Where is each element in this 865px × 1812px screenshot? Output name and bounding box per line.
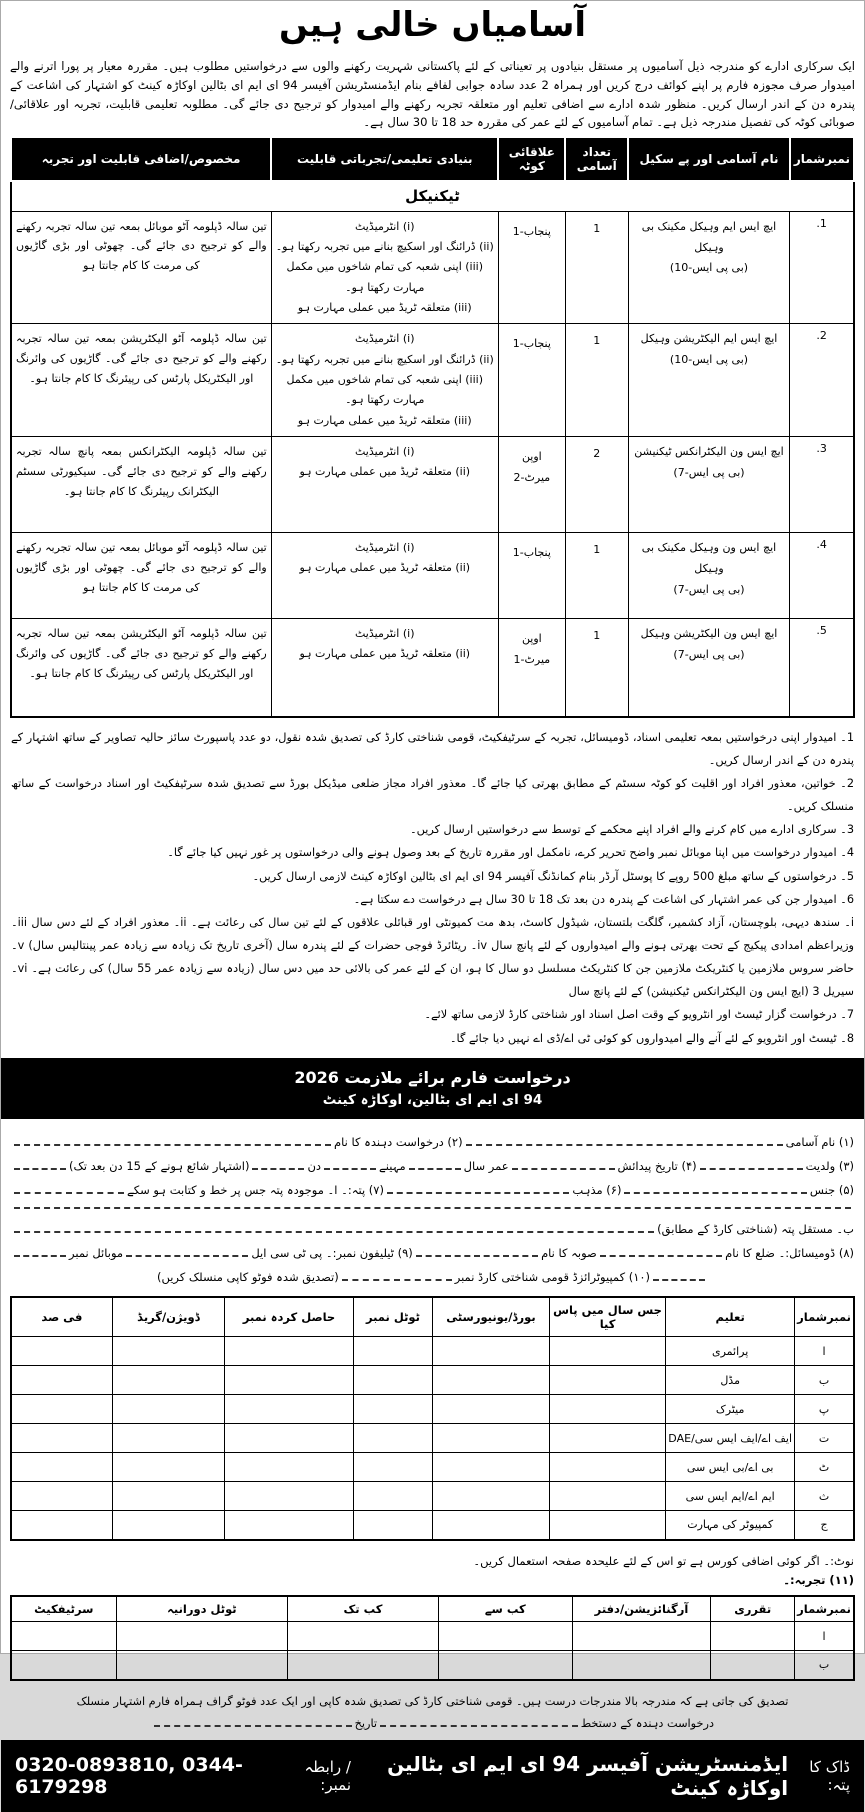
edu-level: میٹرک [666,1395,795,1424]
exp-blank-cell [711,1622,795,1651]
intro-paragraph: ایک سرکاری ادارے کو مندرجہ ذیل آسامیوں پر مستقل بنیادوں پر تعیناتی کے لئے پاکستانی شہریت رکھنے والوں سے درخواستیں مطلوب ہیں۔ مقررہ معیار پر پورا اترنے والے امیدوار صرف مجوزہ فارم پر اپنے کوائف درج کریں اور ہمراہ 2 عدد سادہ جوابی لفافے بنام ایڈمنسٹریشن آفیسر 94 ای ایم ای بٹالین اوکاڑہ کینٹ کو اشتہار کی اشاعت کے پندرہ دن کے اندر ارسال کریں۔ منظور شدہ ادارے سے اضافی تعلیم اور متعلقہ تجربہ رکھنے والے امیدوار کو ترجیح دی جائے گی۔ مطلوبہ تعلیمی قابلیت، تجربہ اور علاقائی/صوبائی کوٹہ کی تفصیل مندرجہ ذیل ہے۔ تمام آسامیوں کے لئے عمر کی مقررہ حد 18 تا 30 سال ہے۔ [10,59,855,130]
edu-header-serial: نمبرشمار [795,1297,854,1337]
edu-blank-cell [353,1482,432,1511]
exp-header-organization: آرگنائزیشن/دفتر [572,1596,711,1622]
field-age-note-blank [14,1168,66,1170]
row-quota [498,437,565,533]
edu-level: پرائمری [666,1337,795,1366]
note-age-relaxation: i۔ سندھ دیہی، بلوچستان، آزاد کشمیر، گلگت بلتستان، شیڈول کاسٹ، بدھ مت کمیونٹی اور قبائلی علاقوں کے لئے تین سال کی رعائت ہے۔ ii۔ معذور افراد کے لئے دس سال iii۔ وزیراعظم امدادی پیکیج کے تحت بھرتی ہونے والے امیدواروں کے لئے پانچ سال iv۔ ریٹائرڈ فوجی حضرات کے لئے پندرہ سال (آخری تاریخ تک زیادہ سے زیادہ عمر پینتالیس سال) v۔ حاضر سروس ملازمین یا کنٹریکٹ ملازمین جن کا کنٹریکٹ مسلسل دو سال کا ہو، ان کے لئے عمر کی بالائی حد میں دس سال (زیادہ سے زیادہ عمر 55 سال) کی رعائت ہے۔ vi۔ سیریل 3 (ایچ ایس ون الیکٹرانکس ٹیکنیشن) کے لئے پانچ سال [11,915,854,999]
education-row-ba-bsc [11,1453,854,1482]
row-quota [498,533,565,619]
row-qualification [271,619,498,717]
header-extra-qualification: مخصوص/اضافی قابلیت اور تجربہ [11,137,271,181]
edu-blank-cell [432,1395,549,1424]
vacancy-row-5 [11,619,854,717]
edu-serial: ب [795,1366,854,1395]
header-quota: علاقائی کوٹہ [498,137,565,181]
qual-line: (i) انٹرمیڈیٹ [355,332,415,346]
qual-line: (iii) اپنی شعبہ کی تمام شاخوں میں مکمل مہارت رکھتا ہو۔ [286,373,484,407]
edu-blank-cell [549,1337,665,1366]
row-extra-qualification: تین سالہ ڈپلومہ آٹو الیکٹریشن بمعہ تین سالہ تجربہ رکھنے والے کو ترجیح دی جائے گی۔ گاڑیوں کی وائرنگ اور الیکٹریکل پارٹس کی رپیئرنگ کا کام جانتا ہو۔ [11,619,271,717]
vacancy-header-row [11,137,854,181]
quota-line: پنجاب-1 [512,337,551,351]
edu-blank-cell [353,1424,432,1453]
edu-blank-cell [225,1424,354,1453]
edu-blank-cell [112,1424,224,1453]
edu-header-pass-year: جس سال میں پاس کیا [549,1297,665,1337]
row-extra-qualification: تین سالہ ڈپلومہ الیکٹرانکس بمعہ پانچ سالہ تجربہ رکھنے والے کو ترجیح دی جائے گی۔ سیکیورٹی سسٹم الیکٹرانک رپیئرنگ کا کام جانتا ہو۔ [11,437,271,533]
note-1: 1۔ امیدوار اپنی درخواستیں بمعہ تعلیمی اسناد، ڈومیسائل، تجربہ کے سرٹیفکیٹ، قومی شناختی کارڈ کی تصدیق شدہ نقول، دو عدد پاسپورٹ سائز حالیہ تصاویر کے ساتھ اشتہار کے پندرہ دن کے اندر ارسال کریں۔ [11,730,854,767]
field-post-name-label: (۱) نام آسامی [785,1135,854,1149]
row-serial: .2 [790,324,854,437]
edu-header-obtained-marks: حاصل کردہ نمبر [225,1297,354,1337]
post-name: ایچ ایس ون الیکٹریشن وہیکل [640,627,778,641]
edu-serial: ج [795,1511,854,1540]
experience-table [10,1595,855,1681]
exp-blank-cell [438,1651,572,1680]
form-row-2 [11,1159,854,1173]
edu-blank-cell [549,1424,665,1453]
edu-blank-cell [11,1395,112,1424]
exp-header-serial: نمبرشمار [795,1596,854,1622]
form-banner-title: درخواست فارم برائے ملازمت 2026 [294,1067,571,1087]
education-row-matric [11,1395,854,1424]
education-row-fa-fsc-dae [11,1424,854,1453]
field-domicile-province-label: صوبہ کا نام [541,1246,597,1260]
edu-blank-cell [432,1453,549,1482]
date-label: تاریخ [354,1717,378,1731]
field-gender-blank [624,1192,806,1194]
post-name: ایچ ایس ون وہیکل مکینک بی وہیکل [641,541,777,575]
field-dob-blank [512,1168,615,1170]
edu-blank-cell [353,1511,432,1540]
edu-header-total-marks: ٹوٹل نمبر [353,1297,432,1337]
edu-blank-cell [11,1453,112,1482]
exp-blank-cell [11,1622,116,1651]
edu-blank-cell [11,1366,112,1395]
field-post-name-blank [466,1144,783,1146]
exp-blank-cell [11,1651,116,1680]
row-count: 1 [565,533,628,619]
row-serial: .4 [790,533,854,619]
exp-blank-cell [116,1651,288,1680]
vacancy-row-2 [11,324,854,437]
edu-serial: پ [795,1395,854,1424]
edu-serial: ٹ [795,1453,854,1482]
exp-blank-cell [572,1651,711,1680]
quota-line: اوپن [521,632,542,646]
edu-blank-cell [112,1337,224,1366]
quota-line: اوپن [521,450,542,464]
exp-blank-cell [438,1622,572,1651]
section-label: ٹیکنیکل [11,181,854,211]
field-age-months-label: مہینے [379,1159,406,1173]
edu-serial: ا [795,1337,854,1366]
edu-blank-cell [353,1453,432,1482]
note-8: 8۔ ٹیسٹ اور انٹرویو کے لئے آنے والے امیدواروں کو کوئی ٹی اے/ڈی اے نہیں دیا جائے گا۔ [449,1031,854,1045]
edu-blank-cell [432,1424,549,1453]
postal-address-main: ایڈمنسٹریشن آفیسر 94 ای ایم ای بٹالین اوکاڑہ کینٹ [387,1752,789,1801]
signature-blank [380,1725,578,1727]
qual-line: (i) انٹرمیڈیٹ [355,541,415,555]
application-form [1,1119,864,1296]
qual-line: (ii) متعلقہ ٹریڈ میں عملی مہارت ہو [299,561,471,575]
form-row-5 [11,1222,854,1236]
row-count: 1 [565,211,628,324]
field-father-name-blank [700,1168,803,1170]
date-blank [154,1725,352,1727]
form-row-6 [11,1246,854,1260]
exp-blank-cell [116,1622,288,1651]
field-domicile-district-label: (۸) ڈومیسائل:۔ ضلع کا نام [725,1246,854,1260]
row-post [628,324,790,437]
field-domicile-district-blank [600,1255,722,1257]
vacancy-row-3 [11,437,854,533]
notes-section [1,718,864,1054]
signature-label: درخواست دہندہ کے دستخط [580,1717,714,1731]
edu-blank-cell [432,1366,549,1395]
qual-line: (ii) متعلقہ ٹریڈ میں عملی مہارت ہو [299,647,471,661]
exp-blank-cell [711,1651,795,1680]
note-5: 5۔ درخواستوں کے ساتھ مبلغ 500 روپے کا پوسٹل آرڈر بنام کمانڈنگ آفیسر 94 ای ایم ای بٹالین اوکاڑہ کینٹ لازمی ارسال کریں۔ [252,869,854,883]
edu-blank-cell [549,1453,665,1482]
note-6: 6۔ امیدوار جن کی عمر اشتہار کی اشاعت کے پندرہ دن بعد تک 18 تا 30 سال ہے درخواست دے سکتا ہے۔ [353,892,854,906]
edu-blank-cell [11,1482,112,1511]
qual-line: (ii) ڈرائنگ اور اسکیچ بنانے میں تجربہ رکھتا ہو۔ [275,239,494,253]
field-mobile-blank [14,1255,66,1257]
quota-line: پنجاب-1 [512,546,551,560]
row-serial: .5 [790,619,854,717]
vacancy-row-1 [11,211,854,324]
edu-blank-cell [549,1482,665,1511]
edu-blank-cell [432,1511,549,1540]
edu-level: مڈل [666,1366,795,1395]
post-scale: (بی پی ایس-10) [669,353,749,367]
form-banner-unit: 94 ای ایم ای بٹالین، اوکاڑہ کینٹ [322,1091,543,1108]
header-post-payscale: نام آسامی اور پے سکیل [628,137,790,181]
education-table [10,1296,855,1541]
contact-phone-numbers: 0320-0893810, 0344-6179298 [14,1754,243,1799]
note-2: 2۔ خواتین، معذور افراد اور اقلیت کو کوٹہ سسٹم کے مطابق بھرتی کیا جائے گا۔ معذور افراد مجاز ضلعی میڈیکل بورڈ سے تصدیق شدہ سرٹیفکیٹ اور اسناد درخواست کے ساتھ منسلک کریں۔ [11,776,854,814]
row-extra-qualification: تین سالہ ڈپلومہ آٹو موبائل بمعہ تین سالہ تجربہ رکھنے والے کو ترجیح دی جائے گی۔ چھوٹی اور بڑی گاڑیوں کی مرمت کا کام جانتا ہو [11,211,271,324]
exp-header-appointment: تقرری [711,1596,795,1622]
qual-line: (ii) ڈرائنگ اور اسکیچ بنانے میں تجربہ رکھتا ہو۔ [275,352,494,366]
row-count: 1 [565,324,628,437]
experience-header-row [11,1596,854,1622]
field-present-address-blank [14,1192,124,1194]
education-header-row [11,1297,854,1337]
edu-blank-cell [549,1395,665,1424]
form-row-7 [11,1270,854,1284]
qual-line: (i) انٹرمیڈیٹ [355,445,415,459]
field-age-days-label: دن [307,1159,322,1173]
form-row-4 [11,1207,854,1212]
edu-blank-cell [225,1395,354,1424]
row-serial: .3 [790,437,854,533]
edu-blank-cell [225,1337,354,1366]
signature-row [1,1717,864,1740]
field-applicant-name-label: (۲) درخواست دہندہ کا نام [334,1135,463,1149]
edu-header-division: ڈویژن/گریڈ [112,1297,224,1337]
edu-blank-cell [353,1395,432,1424]
page-title: آسامیاں خالی ہیں [278,5,587,45]
row-qualification [271,533,498,619]
edu-level: کمپیوٹر کی مہارت [666,1511,795,1540]
field-dob-label: (۴) تاریخ پیدائش [617,1159,697,1173]
row-post [628,533,790,619]
row-qualification [271,324,498,437]
row-post [628,211,790,324]
experience-label: (۱۱) تجربہ:۔ [783,1573,854,1588]
field-age-years-blank [409,1168,461,1170]
vacancy-row-4 [11,533,854,619]
edu-blank-cell [432,1482,549,1511]
row-count: 1 [565,619,628,717]
field-present-address-label: (۷) پتہ:۔ ا۔ موجودہ پتہ جس پر خط و کتابت ہو سکے [126,1183,384,1197]
edu-serial: ث [795,1482,854,1511]
vacancy-table [10,136,855,717]
edu-level: ایف اے/ایف ایس سی/DAE [666,1424,795,1453]
edu-blank-cell [549,1511,665,1540]
edu-blank-cell [112,1482,224,1511]
note-3: 3۔ سرکاری ادارے میں کام کرنے والے افراد اپنے محکمے کے توسط سے درخواستیں ارسال کریں۔ [409,823,854,837]
contact-number-label: / رابطہ نمبر: [304,1758,351,1795]
edu-blank-cell [112,1453,224,1482]
field-cnic-right-blank [653,1279,705,1281]
field-cnic-blank [342,1279,452,1281]
education-row-primary [11,1337,854,1366]
edu-header-percentage: فی صد [11,1297,112,1337]
field-cnic-attach-note: (تصدیق شدہ فوٹو کاپی منسلک کریں) [156,1270,339,1284]
edu-blank-cell [112,1366,224,1395]
field-gender-label: (۵) جنس [809,1183,854,1197]
experience-row-1 [11,1622,854,1651]
note-4: 4۔ امیدوار درخواست میں اپنا موبائل نمبر واضح تحریر کرے، نامکمل اور مقررہ تاریخ کے بعد وصول ہونے والی درخواستوں پر غور نہیں کیا جائے گا۔ [167,846,854,860]
quota-line: پنجاب-1 [512,224,551,238]
header-serial: نمبرشمار [790,137,854,181]
quota-line: میرٹ-1 [513,652,551,666]
qual-line: (i) انٹرمیڈیٹ [355,219,415,233]
post-name: ایچ ایس ایم وہیکل مکینک بی وہیکل [641,219,777,254]
field-father-name-label: (۳) ولدیت [805,1159,854,1173]
field-cnic-label: (۱۰) کمپیوٹرائزڈ قومی شناختی کارڈ نمبر [454,1270,651,1284]
edu-blank-cell [11,1337,112,1366]
note-7: 7۔ درخواست گزار ٹیسٹ اور انٹرویو کے وقت اصل اسناد اور شناختی کارڈ لازمی ساتھ لائے۔ [424,1008,854,1022]
row-qualification [271,211,498,324]
field-applicant-name-blank [14,1144,331,1146]
edu-level: بی اے/بی ایس سی [666,1453,795,1482]
post-scale: (بی پی ایس-7) [673,465,745,479]
field-age-years-label: عمر سال [463,1159,509,1173]
application-form-banner [1,1058,864,1119]
field-age-note: (اشتہار شائع ہونے کے 15 دن بعد تک) [69,1159,250,1173]
extra-course-note: نوٹ:۔ اگر کوئی اضافی کورس ہے تو اس کے لئے علیحدہ صفحہ استعمال کریں۔ [473,1553,854,1568]
exp-serial: ا [795,1622,854,1651]
field-telephone-blank [126,1255,248,1257]
field-present-address-continue-blank [14,1207,851,1209]
field-religion-blank [387,1192,569,1194]
edu-level: ایم اے/ایم ایس سی [666,1482,795,1511]
exp-blank-cell [288,1622,439,1651]
qual-line: (i) انٹرمیڈیٹ [355,627,415,641]
row-serial: .1 [790,211,854,324]
edu-header-education: تعلیم [666,1297,795,1337]
edu-blank-cell [11,1511,112,1540]
edu-blank-cell [225,1482,354,1511]
post-scale: (بی پی ایس-7) [673,647,745,661]
field-religion-label: (۶) مذہب [572,1183,622,1197]
post-scale: (بی پی ایس-7) [673,582,745,596]
education-row-middle [11,1366,854,1395]
post-name: ایچ ایس ایم الیکٹریشن وہیکل [640,332,778,346]
qual-line: (iii) متعلقہ ٹریڈ میں عملی مہارت ہو [297,301,472,314]
field-telephone-label: (۹) ٹیلیفون نمبر:۔ پی ٹی سی ایل [251,1246,413,1260]
field-age-months-blank [324,1168,376,1170]
exp-header-certificate: سرٹیفکیٹ [11,1596,116,1622]
edu-blank-cell [353,1337,432,1366]
quota-line: میرٹ-2 [513,470,551,484]
certification-statement: تصدیق کی جاتی ہے کہ مندرجہ بالا مندرجات درست ہیں۔ قومی شناختی کارڈ کی تصدیق شدہ کاپی اور ایک عدد فوٹو گراف ہمراہ فارم اشتہار منسلک [76,1694,789,1708]
qual-line: (ii) متعلقہ ٹریڈ میں عملی مہارت ہو [299,465,471,479]
edu-blank-cell [225,1453,354,1482]
row-post [628,437,790,533]
qual-line: (iii) اپنی شعبہ کی تمام شاخوں میں مکمل مہارت رکھتا ہو۔ [286,260,484,294]
qual-line: (iii) متعلقہ ٹریڈ میں عملی مہارت ہو [297,413,472,427]
edu-blank-cell [112,1395,224,1424]
education-row-ma-msc [11,1482,854,1511]
section-row-technical [11,181,854,211]
field-permanent-address-blank [14,1231,654,1233]
edu-blank-cell [11,1424,112,1453]
experience-row-2 [11,1651,854,1680]
row-count: 2 [565,437,628,533]
exp-header-to: کب تک [288,1596,439,1622]
exp-blank-cell [288,1651,439,1680]
field-age-days-blank [252,1168,304,1170]
form-row-3 [11,1183,854,1197]
edu-blank-cell [432,1337,549,1366]
header-count: تعداد آسامی [565,137,628,181]
postal-address-bar [1,1740,864,1812]
row-extra-qualification: تین سالہ ڈپلومہ آٹو الیکٹریشن بمعہ تین سالہ تجربہ رکھنے والے کو ترجیح دی جائے گی۔ گاڑیوں کی وائرنگ اور الیکٹریکل پارٹس کی رپیئرنگ کا کام جانتا ہو۔ [11,324,271,437]
edu-header-board: بورڈ/یونیورسٹی [432,1297,549,1337]
field-domicile-province-blank [416,1255,538,1257]
row-quota [498,619,565,717]
exp-blank-cell [572,1622,711,1651]
header-basic-qualification: بنیادی تعلیمی/تجرباتی قابلیت [271,137,498,181]
field-mobile-label: موبائل نمبر [69,1246,124,1260]
row-post [628,619,790,717]
exp-header-from: کب سے [438,1596,572,1622]
education-row-computer-skill [11,1511,854,1540]
row-quota [498,211,565,324]
row-qualification [271,437,498,533]
row-extra-qualification: تین سالہ ڈپلومہ آٹو موبائل بمعہ تین سالہ تجربہ رکھنے والے کو ترجیح دی جائے گی۔ چھوٹی اور بڑی گاڑیوں کی مرمت کا کام جانتا ہو [11,533,271,619]
edu-blank-cell [353,1366,432,1395]
edu-blank-cell [225,1366,354,1395]
post-name: ایچ ایس ون الیکٹرانکس ٹیکنیشن [634,445,784,459]
edu-serial: ت [795,1424,854,1453]
edu-blank-cell [549,1366,665,1395]
form-row-1 [11,1135,854,1149]
row-quota [498,324,565,437]
edu-blank-cell [225,1511,354,1540]
exp-header-total-duration: ٹوٹل دورانیہ [116,1596,288,1622]
postal-address-prefix: ڈاک کا پتہ: [809,1758,850,1795]
post-scale: (بی پی ایس-10) [669,261,749,275]
field-permanent-address-label: ب۔ مستقل پتہ (شناختی کارڈ کے مطابق) [657,1222,854,1236]
exp-serial: ب [795,1651,854,1680]
edu-blank-cell [112,1511,224,1540]
